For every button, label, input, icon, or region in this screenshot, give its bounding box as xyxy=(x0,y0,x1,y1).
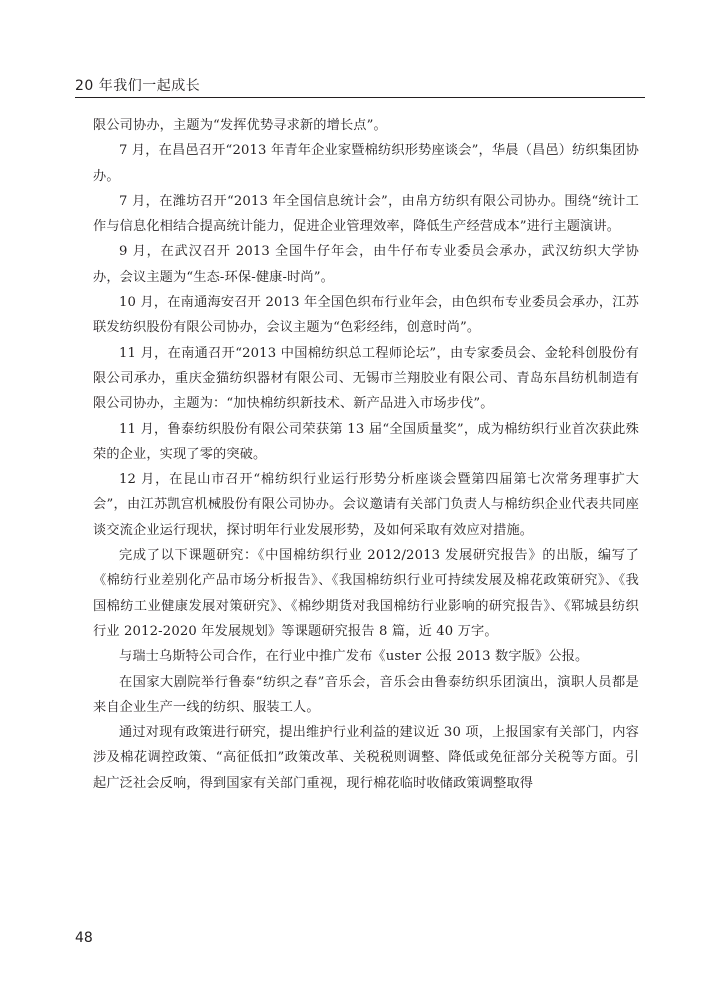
paragraph-continuation: 限公司协办，主题为“发挥优势寻求新的增长点”。 xyxy=(93,118,387,133)
running-header-title: 20 年我们一起成长 xyxy=(75,78,201,94)
paragraph: 10 月，在南通海安召开 2013 年全国色织布行业年会，由色织布专业委员会承办，江苏联发纺织股份有限公司协办，会议主题为“色彩经纬，创意时尚”。 xyxy=(93,295,639,336)
body-text xyxy=(93,113,639,796)
paragraph: 11 月，在南通召开“2013 中国棉纺织总工程师论坛”，由专家委员会、金轮科创股份有限公司承办，重庆金猫纺织器材有限公司、无锡市兰翔胶业有限公司、青岛东昌纺机制造有限公司协办，主题为：“加快棉纺织新技术、新产品进入市场步伐”。 xyxy=(93,345,639,412)
page-number: 48 xyxy=(75,930,93,946)
header-divider xyxy=(75,97,645,98)
paragraph: 9 月，在武汉召开 2013 全国牛仔年会，由牛仔布专业委员会承办，武汉纺织大学协办，会议主题为“生态-环保-健康-时尚”。 xyxy=(93,244,639,285)
paragraph: 完成了以下课题研究：《中国棉纺织行业 2012/2013 发展研究报告》的出版，编写了《棉纺行业差别化产品市场分析报告》、《我国棉纺织行业可持续发展及棉花政策研究》、《我国棉纺工业健康发展对策研究》、《棉纱期货对我国棉纺行业影响的研究报告》、《郓城县纺织行业 2012-2020 年发展规划》等课题研究报告 8 篇，近 40 万字。 xyxy=(93,548,639,639)
paragraph: 7 月，在昌邑召开“2013 年青年企业家暨棉纺织形势座谈会”，华晨（昌邑）纺织集团协办。 xyxy=(93,143,639,184)
paragraph: 7 月，在潍坊召开“2013 年全国信息统计会”，由帛方纺织有限公司协办。围绕“统计工作与信息化相结合提高统计能力，促进企业管理效率，降低生产经营成本”进行主题演讲。 xyxy=(93,193,639,235)
paragraph: 通过对现有政策进行研究，提出维护行业利益的建议近 30 项，上报国家有关部门，内容涉及棉花调控政策、“高征低扣”政策改革、关税税则调整、降低或免征部分关税等方面。引起广泛社会反响，得到国家有关部门重视，现行棉花临时收储政策调整取得 xyxy=(93,725,639,791)
paragraph: 12 月，在昆山市召开“棉纺织行业运行形势分析座谈会暨第四届第七次常务理事扩大会”，由江苏凯宫机械股份有限公司协办。会议邀请有关部门负责人与棉纺织企业代表共同座谈交流企业运行现状，探讨明年行业发展形势，及如何采取有效应对措施。 xyxy=(93,472,639,538)
paragraph: 与瑞士乌斯特公司合作，在行业中推广发布《uster 公报 2013 数字版》公报。 xyxy=(119,649,589,665)
paragraph: 在国家大剧院举行鲁泰“纺织之春”音乐会，音乐会由鲁泰纺织乐团演出，演职人员都是来自企业生产一线的纺织、服装工人。 xyxy=(93,674,639,715)
paragraph: 11 月，鲁泰纺织股份有限公司荣获第 13 届“全国质量奖”，成为棉纺织行业首次获此殊荣的企业，实现了零的突破。 xyxy=(93,421,639,462)
